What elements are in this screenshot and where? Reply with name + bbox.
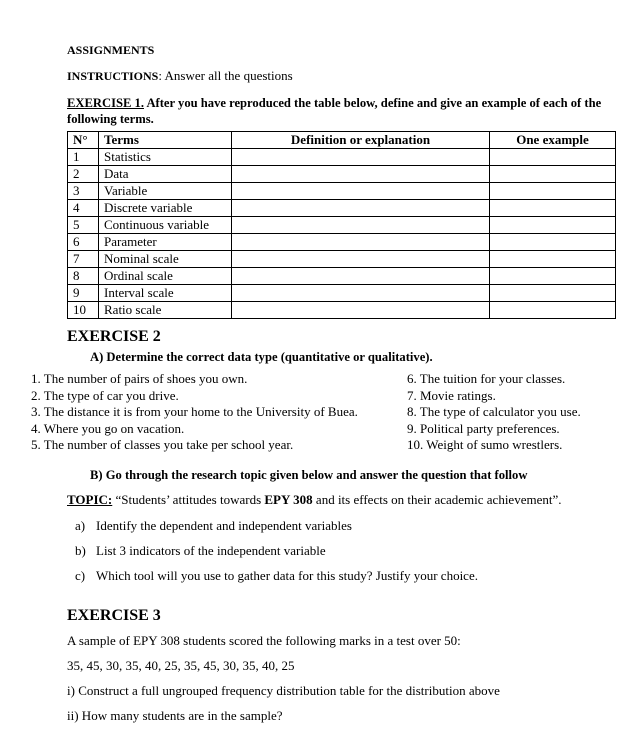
example-cell	[490, 166, 616, 183]
question-c	[75, 568, 478, 584]
instructions-text: : Answer all the questions	[158, 68, 293, 83]
definition-cell	[232, 268, 490, 285]
instructions	[67, 68, 293, 84]
definition-cell	[232, 183, 490, 200]
row-number: 6	[68, 234, 99, 251]
exercise3-question-1: i) Construct a full ungrouped frequency distribution table for the distribution above	[67, 683, 500, 698]
topic-course: EPY 308	[264, 492, 313, 507]
data-type-list-right	[407, 371, 581, 454]
row-number: 5	[68, 217, 99, 234]
exercise2-part-a: A) Determine the correct data type (quantitative or qualitative).	[90, 350, 433, 364]
table-row	[68, 149, 616, 166]
list-item: 3. The distance it is from your home to the University of Buea.	[31, 404, 358, 420]
exercise2-title: EXERCISE 2	[67, 328, 161, 345]
exercise2-part-b: B) Go through the research topic given below and answer the question that follow	[90, 468, 528, 482]
definition-cell	[232, 285, 490, 302]
row-term: Continuous variable	[99, 217, 232, 234]
exercise1-prompt	[67, 95, 601, 111]
exercise3-intro: A sample of EPY 308 students scored the following marks in a test over 50:	[67, 633, 461, 648]
question-text: Identify the dependent and independent variables	[96, 518, 352, 533]
row-term: Variable	[99, 183, 232, 200]
list-item: 7. Movie ratings.	[407, 387, 496, 403]
terms-table	[67, 131, 616, 319]
table-row	[68, 285, 616, 302]
exercise1-prompt-line1: After you have reproduced the table below, define and give an example of each of the	[143, 96, 602, 110]
definition-cell	[232, 234, 490, 251]
topic	[67, 492, 561, 508]
definition-cell	[232, 302, 490, 319]
data-type-list-left	[31, 371, 358, 454]
question-letter: b)	[75, 543, 86, 558]
question-text: List 3 indicators of the independent variable	[96, 543, 326, 558]
example-cell	[490, 217, 616, 234]
row-term: Discrete variable	[99, 200, 232, 217]
row-term: Interval scale	[99, 285, 232, 302]
table-row	[68, 251, 616, 268]
definition-cell	[232, 149, 490, 166]
example-cell	[490, 234, 616, 251]
table-row	[68, 234, 616, 251]
row-number: 1	[68, 149, 99, 166]
question-a	[75, 518, 352, 534]
topic-label: TOPIC:	[67, 492, 113, 507]
example-cell	[490, 268, 616, 285]
page-title: ASSIGNMENTS	[67, 43, 155, 57]
column-header-example: One example	[490, 132, 616, 149]
instructions-label: INSTRUCTIONS	[67, 69, 159, 83]
exercise1-prompt-line2: following terms.	[67, 112, 154, 126]
list-item: 5. The number of classes you take per school year.	[31, 437, 294, 453]
question-b	[75, 543, 326, 559]
table-row	[68, 166, 616, 183]
table-row	[68, 217, 616, 234]
definition-cell	[232, 217, 490, 234]
example-cell	[490, 149, 616, 166]
example-cell	[490, 183, 616, 200]
list-item: 4. Where you go on vacation.	[31, 420, 185, 436]
definition-cell	[232, 251, 490, 268]
row-term: Data	[99, 166, 232, 183]
row-term: Ratio scale	[99, 302, 232, 319]
row-number: 7	[68, 251, 99, 268]
row-number: 8	[68, 268, 99, 285]
list-item: 9. Political party preferences.	[407, 420, 560, 436]
exercise3-question-2: ii) How many students are in the sample?	[67, 708, 283, 723]
table-row	[68, 302, 616, 319]
list-item: 6. The tuition for your classes.	[407, 371, 566, 386]
exercise3-title: EXERCISE 3	[67, 607, 161, 624]
table-header-row	[68, 132, 616, 149]
row-term: Nominal scale	[99, 251, 232, 268]
list-item: 1. The number of pairs of shoes you own.	[31, 371, 248, 386]
list-item: 8. The type of calculator you use.	[407, 404, 581, 420]
example-cell	[490, 251, 616, 268]
column-header-definition: Definition or explanation	[232, 132, 490, 149]
row-number: 4	[68, 200, 99, 217]
row-term: Statistics	[99, 149, 232, 166]
topic-pre: “Students’ attitudes towards	[112, 492, 265, 507]
example-cell	[490, 302, 616, 319]
question-letter: c)	[75, 568, 86, 583]
exercise1-label: EXERCISE 1.	[67, 96, 144, 110]
example-cell	[490, 200, 616, 217]
row-term: Parameter	[99, 234, 232, 251]
definition-cell	[232, 166, 490, 183]
question-letter: a)	[75, 518, 86, 533]
row-number: 9	[68, 285, 99, 302]
question-text: Which tool will you use to gather data for this study? Justify your choice.	[96, 568, 478, 583]
row-number: 3	[68, 183, 99, 200]
topic-post: and its effects on their academic achievement”.	[312, 492, 562, 507]
table-row	[68, 268, 616, 285]
table-row	[68, 183, 616, 200]
definition-cell	[232, 200, 490, 217]
row-number: 2	[68, 166, 99, 183]
table-row	[68, 200, 616, 217]
example-cell	[490, 285, 616, 302]
list-item: 10. Weight of sumo wrestlers.	[407, 437, 563, 453]
list-item: 2. The type of car you drive.	[31, 387, 179, 403]
column-header-terms: Terms	[99, 132, 232, 149]
row-number: 10	[68, 302, 99, 319]
column-header-number: N°	[68, 132, 99, 149]
exercise3-marks: 35, 45, 30, 35, 40, 25, 35, 45, 30, 35, 40, 25	[67, 658, 295, 673]
row-term: Ordinal scale	[99, 268, 232, 285]
